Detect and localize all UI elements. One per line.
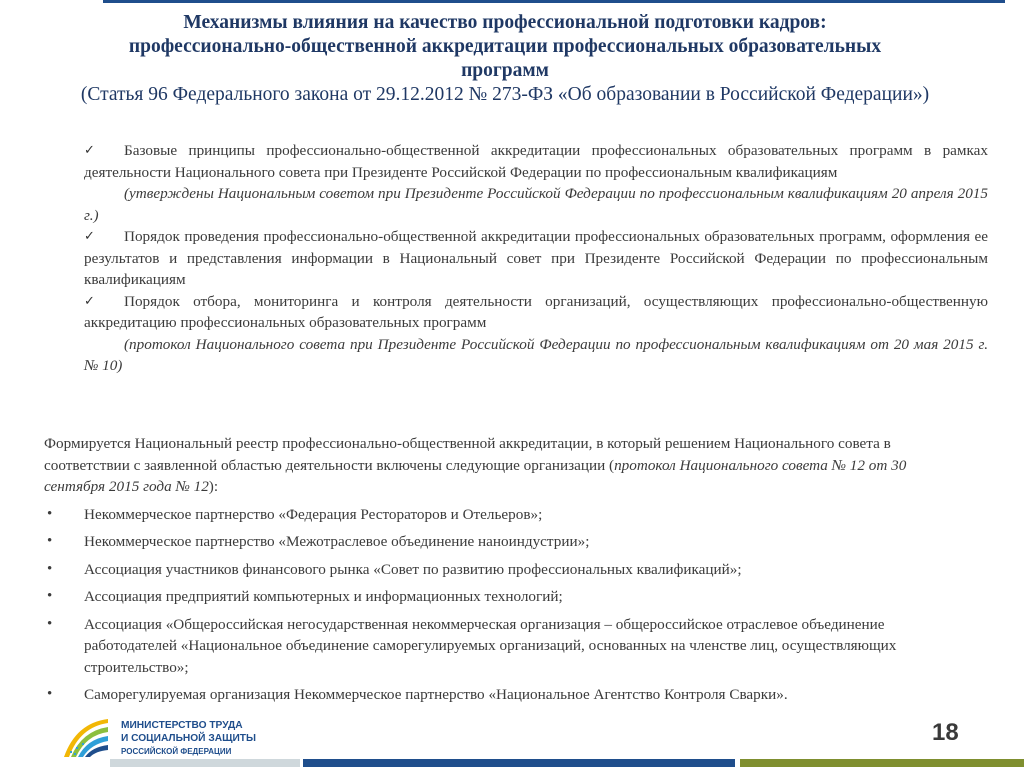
accreditation-documents bbox=[84, 140, 988, 377]
checkmark-icon: ✓ bbox=[84, 229, 95, 244]
document-item-1 bbox=[84, 140, 988, 226]
document-item-3 bbox=[84, 291, 988, 377]
slide-header bbox=[50, 11, 960, 107]
title-line-1: Механизмы влияния на качество профессиональной подготовки кадров: bbox=[183, 12, 827, 33]
document-item-2 bbox=[84, 226, 988, 291]
document-text: Порядок проведения профессионально-общественной аккредитации профессиональных образовательных программ, оформления ее результатов и представления информации в Национальный совет при Президенте Российской Федерации по профессиональным квалификациям bbox=[84, 228, 988, 288]
top-accent-line bbox=[103, 0, 1005, 3]
bullet-icon: • bbox=[47, 615, 53, 632]
document-text: Порядок отбора, мониторинга и контроля деятельности организаций, осуществляющих профессионально-общественную аккредитацию профессиональных образовательных программ bbox=[84, 292, 988, 331]
bullet-icon: • bbox=[47, 533, 53, 549]
bullet-icon: • bbox=[47, 505, 53, 522]
registry-section bbox=[44, 433, 964, 706]
bullet-icon: • bbox=[47, 686, 53, 702]
checkmark-icon: ✓ bbox=[84, 143, 95, 158]
organization-item: • Ассоциация участников финансового рынка «Совет по развитию профессиональных квалификаций»; bbox=[44, 559, 964, 581]
page-number: 18 bbox=[932, 719, 959, 746]
footer-bar-blue bbox=[303, 759, 735, 767]
organization-item: • Некоммерческое партнерство «Межотраслевое объединение наноиндустрии»; bbox=[44, 531, 964, 553]
registry-protocol-ref: протокол Национального совета № 12 от 30 сентября 2015 года № 12 bbox=[44, 456, 907, 495]
organization-item: • Саморегулируемая организация Некоммерческое партнерство «Национальное Агентство Контроля Сварки». bbox=[44, 684, 964, 706]
title-line-3: программ bbox=[461, 60, 549, 81]
bullet-icon: • bbox=[47, 560, 53, 577]
footer-bar-grey bbox=[110, 759, 300, 767]
checkmark-icon: ✓ bbox=[84, 293, 95, 309]
document-note: (протокол Национального совета при Президенте Российской Федерации по профессиональным квалификациям от 20 мая 2015 г. № 10) bbox=[84, 335, 988, 374]
organization-item: • Ассоциация предприятий компьютерных и информационных технологий; bbox=[44, 586, 964, 608]
footer-bar-olive bbox=[740, 759, 1024, 767]
organization-item: • Некоммерческое партнерство «Федерация Рестораторов и Отельеров»; bbox=[44, 504, 964, 526]
bullet-icon: • bbox=[47, 588, 53, 604]
ministry-name: МИНИСТЕРСТВО ТРУДА И СОЦИАЛЬНОЙ ЗАЩИТЫ РОССИЙСКОЙ ФЕДЕРАЦИИ bbox=[121, 720, 256, 756]
organization-item: • Ассоциация «Общероссийская негосударственная некоммерческая организация – общероссийское отраслевое объединение работодателей «Национальное объединение саморегулируемых организаций, основанных на членстве лиц, осуществляющих строительство»; bbox=[47, 615, 897, 676]
document-text: Базовые принципы профессионально-общественной аккредитации профессиональных образовательных программ в рамках деятельности Национального совета при Президенте Российской Федерации по профессиональным квалификациям bbox=[84, 142, 988, 181]
law-reference: (Статья 96 Федерального закона от 29.12.2012 № 273-ФЗ «Об образовании в Российской Федерации») bbox=[80, 84, 930, 105]
ministry-logo-icon bbox=[62, 713, 112, 761]
document-note: (утверждены Национальным советом при Президенте Российской Федерации по профессиональным квалификациям 20 апреля 2015 г.) bbox=[84, 185, 988, 224]
title-line-2: профессионально-общественной аккредитации профессиональных образовательных bbox=[128, 36, 882, 57]
registry-intro: Формируется Национальный реестр профессионально-общественной аккредитации, в который решением Национального совета в соответствии с заявленной областью деятельности включены следующие организации (протокол Национального совета № 12 от 30 сентября 2015 года № 12): bbox=[44, 435, 907, 495]
